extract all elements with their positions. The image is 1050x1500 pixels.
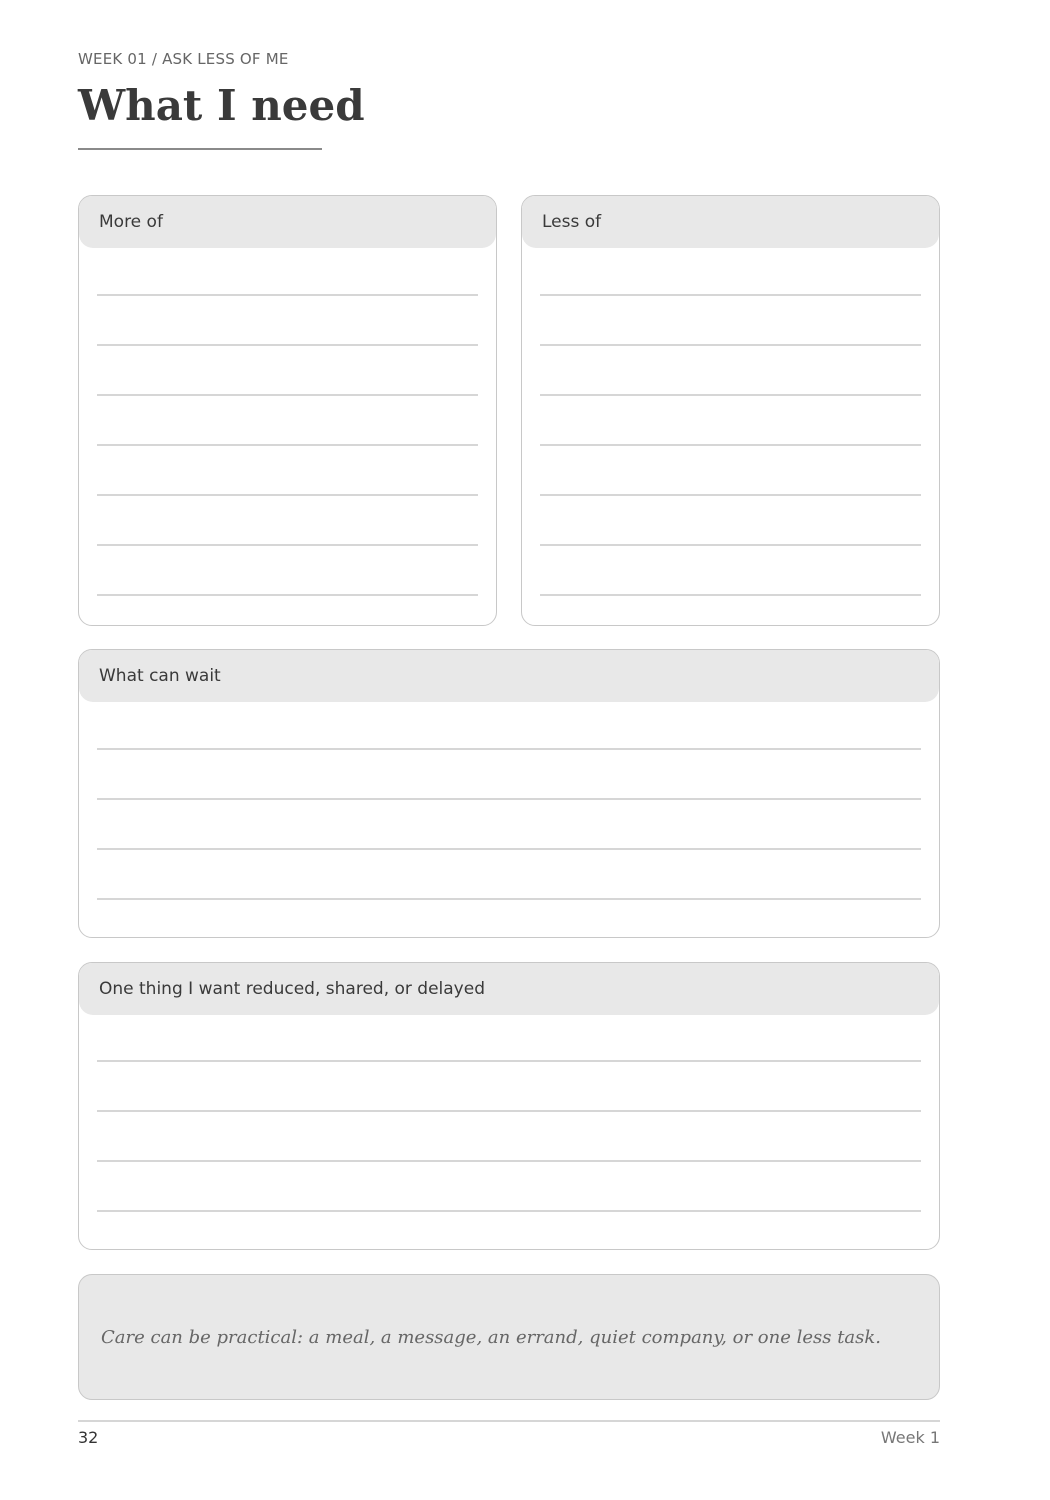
writing-line [97,444,478,446]
writing-line [97,1110,921,1112]
title-underline [78,148,322,150]
one-thing-label: One thing I want reduced, shared, or delayed [79,963,939,1015]
care-note [78,1274,940,1400]
section-kicker: WEEK 01 / ASK LESS OF ME [78,50,289,68]
care-note-text: Care can be practical: a meal, a message, an errand, quiet company, or one less task. [101,1326,882,1348]
writing-line [97,294,478,296]
page-number: 32 [78,1428,99,1447]
writing-line [540,394,921,396]
writing-line [97,848,921,850]
writing-line [97,898,921,900]
writing-line [540,294,921,296]
writing-line [540,494,921,496]
more-of-box [78,195,497,626]
writing-line [97,798,921,800]
writing-line [97,1160,921,1162]
more-of-label: More of [79,196,496,248]
writing-line [540,444,921,446]
less-of-label: Less of [522,196,939,248]
what-can-wait-box [78,649,940,938]
footer-section-label: Week 1 [880,1428,940,1447]
writing-line [540,544,921,546]
writing-line [97,394,478,396]
what-can-wait-label: What can wait [79,650,939,702]
page-title: What I need [78,81,365,130]
writing-line [97,494,478,496]
less-of-box [521,195,940,626]
writing-line [540,344,921,346]
writing-line [97,1210,921,1212]
writing-line [540,594,921,596]
writing-line [97,594,478,596]
writing-line [97,344,478,346]
one-thing-box [78,962,940,1250]
writing-line [97,748,921,750]
footer-divider [78,1420,940,1422]
writing-line [97,1060,921,1062]
writing-line [97,544,478,546]
